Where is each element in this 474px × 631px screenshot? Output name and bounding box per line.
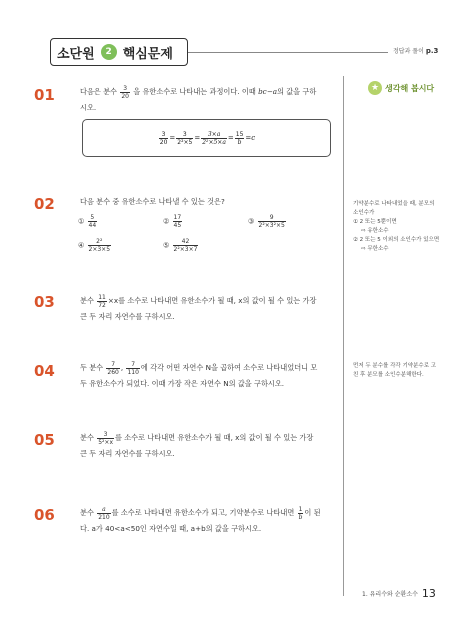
page-footer [362, 587, 436, 600]
question-number: 02 [34, 195, 55, 213]
question-number: 01 [34, 86, 55, 104]
question-01-text: 다음은 분수 $\frac{3}{20}$ 을 유한소수로 나타내는 과정이다. 이때 bc−a의 값을 구하 시오. [80, 84, 317, 112]
section-icon: 2 [101, 44, 117, 60]
side-tip-irreducible: 먼저 두 분수를 각각 기약분수로 고 친 후 분모를 소인수분해한다. [353, 363, 437, 378]
choice-1[interactable]: ① $\frac{5}{44}$ [78, 214, 97, 229]
page-number: 13 [421, 587, 436, 600]
think-label: 생각해 봅시다 [385, 83, 435, 93]
question-number: 06 [34, 506, 55, 524]
header-divider [188, 52, 388, 53]
question-number: 04 [34, 362, 55, 380]
choice-3[interactable]: ③ $\frac{9}{\text{2²×3²×5}}$ [248, 214, 285, 229]
choice-2[interactable]: ② $\frac{17}{45}$ [163, 214, 182, 229]
equation-box: $\frac{3}{20}$ = $\frac{3}{\text{2²×5}}$ = $\frac{3\times a}{\text{2²×5×a}}$ = $\frac{15}{b}$ =c [82, 119, 331, 157]
star-icon: ★ [368, 81, 382, 95]
question-02-text: 다음 분수 중 유한소수로 나타낼 수 있는 것은? [80, 197, 225, 206]
section-label: 소단원 [57, 46, 95, 62]
column-divider [343, 76, 344, 596]
side-tip-finite-decimal: 기약분수로 나타내었을 때, 분모의 소인수가 ① 2 또는 5뿐이면 ⇨ 유한소수 ② 2 또는 5 이외의 소인수가 있으면 ⇨ 무한소수 [353, 201, 440, 252]
footer-section: 1. 유리수와 순환소수 [362, 591, 418, 598]
section-title: 핵심문제 [122, 46, 173, 62]
question-number: 03 [34, 293, 55, 311]
fraction: $\frac{3}{20}$ [121, 84, 129, 100]
question-04-text: 두 분수 $\frac{7}{260}$ , $\frac{7}{110}$ 에 각각 어떤 자연수 N을 곱하여 소수로 나타내었더니 모 두 유한소수가 되었다. 이때 가장 작은 자연수 N의 값을 구하시오. [80, 360, 318, 388]
question-03-text: 분수 $\frac{11}{72}$ ×x를 소수로 나타내면 유한소수가 될 때, x의 값이 될 수 있는 가장 큰 두 자리 자연수를 구하시오. [80, 293, 317, 321]
answer-reference: 정답과 풀이 p.3 [393, 47, 439, 55]
question-05-text: 분수 $\frac{3}{\text{5²×x}}$ 를 소수로 나타내면 유한소수가 될 때, x의 값이 될 수 있는 가장 큰 두 자리 자연수를 구하시오. [80, 430, 314, 458]
choice-4[interactable]: ④ $\frac{\text{2²}}{2\times 3\times 5}$ [78, 238, 111, 253]
choice-list [78, 214, 338, 264]
question-06-text: 분수 $\frac{a}{210}$ 를 소수로 나타내면 유한소수가 되고, 기약분수로 나타내면 $\frac{1}{b}$ 이 된 다. a가 40<a<50인 자연수일 때, a+b의 값을 구하시오. [80, 505, 321, 533]
question-number: 05 [34, 431, 55, 449]
section-header [50, 38, 188, 66]
choice-5[interactable]: ⑤ $\frac{42}{\text{2²×3×7}}$ [163, 238, 198, 253]
think-badge [368, 81, 434, 95]
